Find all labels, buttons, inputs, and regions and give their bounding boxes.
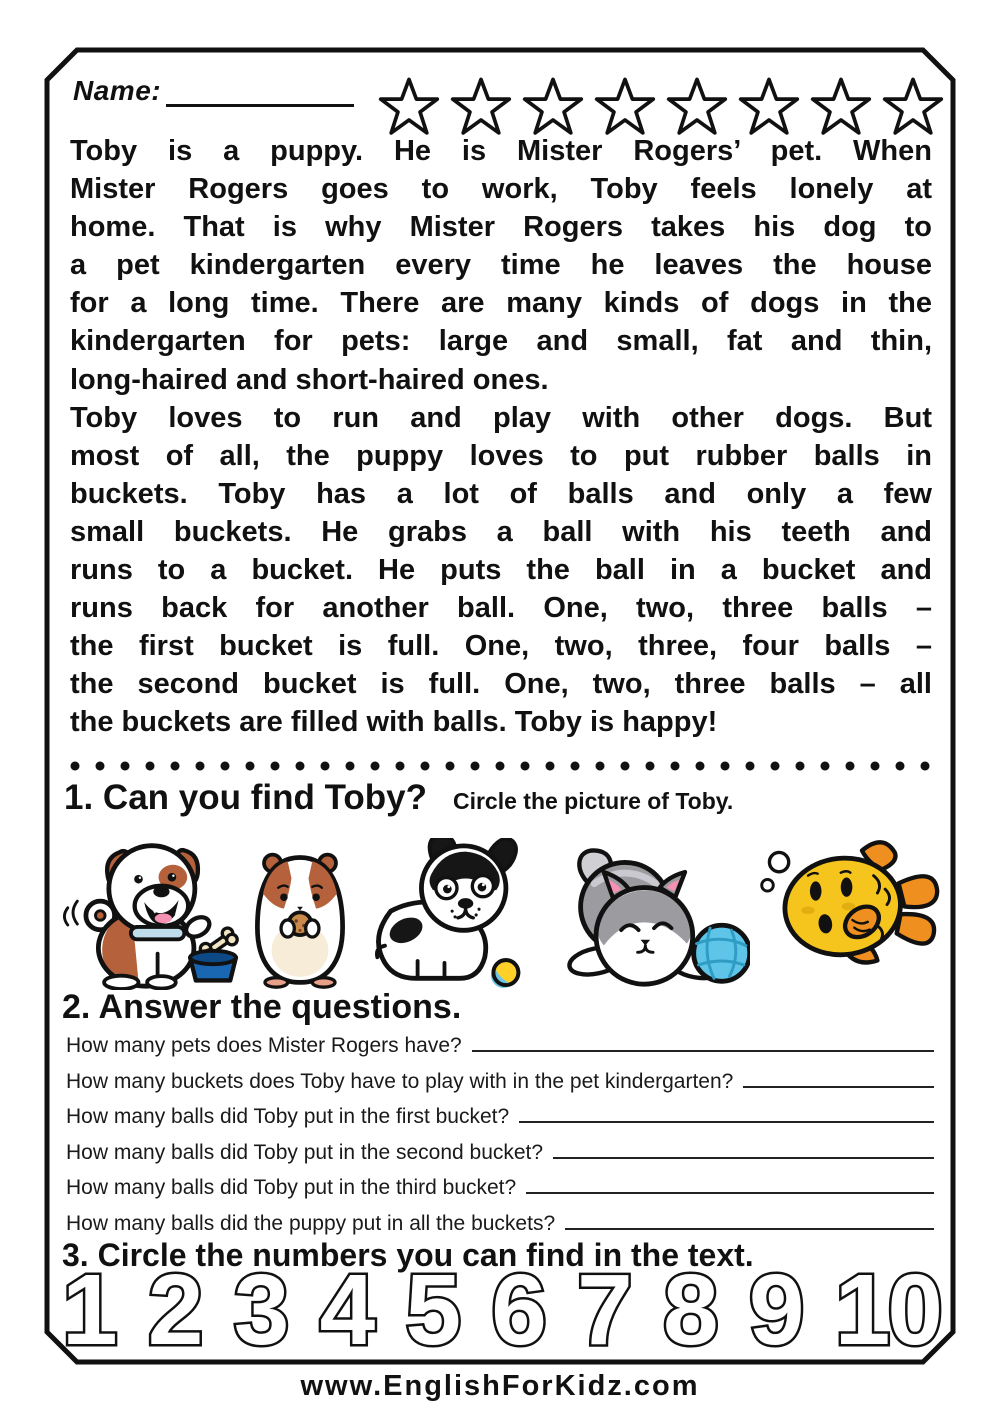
- question-text: How many balls did Toby put in the first bucket?: [66, 1105, 510, 1129]
- passage-line: Toby is a puppy. He is Mister Rogers’ pet. When: [70, 135, 932, 167]
- number-option-2[interactable]: 2: [147, 1254, 201, 1366]
- question-text: How many buckets does Toby have to play with in the pet kindergarten?: [66, 1069, 734, 1093]
- star-icon: [594, 77, 656, 136]
- q2-title: 2. Answer the questions.: [62, 988, 462, 1026]
- passage-line: Toby loves to run and play with other dogs. But: [70, 401, 932, 434]
- star-row: [378, 77, 944, 136]
- passage-line: buckets. Toby has a lot of balls and only a few: [70, 477, 932, 510]
- footer-url: www.EnglishForKidz.com: [300, 1370, 700, 1402]
- question-text: How many balls did Toby put in the third bucket?: [66, 1176, 517, 1200]
- pet-option-puppy[interactable]: [58, 839, 240, 990]
- star-icon: [810, 77, 872, 136]
- answer-blank[interactable]: [565, 1202, 934, 1230]
- question-text: How many pets does Mister Rogers have?: [66, 1034, 462, 1057]
- name-row: [73, 74, 354, 107]
- pet-option-french-bulldog[interactable]: [360, 838, 528, 990]
- star-icon: [882, 77, 944, 136]
- passage-line: the buckets are filled with balls. Toby is happy!: [70, 706, 718, 739]
- star-icon: [450, 77, 512, 136]
- passage-line: kindergarten for pets: large and small, fat and thin,: [70, 325, 932, 358]
- number-option-3[interactable]: 3: [233, 1254, 287, 1366]
- number-option-7[interactable]: 7: [577, 1254, 630, 1366]
- passage-line: runs back for another ball. One, two, three balls –: [70, 592, 932, 625]
- answer-blank[interactable]: [519, 1095, 934, 1123]
- passage-line: long-haired and short-haired ones.: [70, 363, 549, 396]
- name-input-line[interactable]: [166, 74, 354, 107]
- question-row: [66, 1202, 934, 1238]
- question-row: [66, 1095, 934, 1131]
- question-row: [66, 1024, 934, 1060]
- pet-option-guinea-pig[interactable]: [244, 848, 356, 990]
- star-icon: [378, 77, 440, 136]
- question-1-header: [64, 778, 733, 818]
- answer-blank[interactable]: [553, 1131, 934, 1159]
- question-text: How many balls did Toby put in the second bucket?: [66, 1140, 544, 1164]
- star-icon: [666, 77, 728, 136]
- passage-line: the second bucket is full. One, two, three balls – all: [70, 668, 932, 701]
- passage-line: for a long time. There are many kinds of dogs in the: [70, 287, 932, 320]
- passage-line: home. That is why Mister Rogers takes his dog to: [70, 211, 932, 244]
- pet-option-cat[interactable]: [532, 845, 750, 990]
- q1-title: 1. Can you find Toby?: [64, 778, 427, 817]
- number-option-9[interactable]: 9: [748, 1254, 802, 1366]
- passage-line: most of all, the puppy loves to put rubber balls in: [70, 439, 932, 472]
- question-text: How many balls did the puppy put in all the buckets?: [66, 1211, 556, 1235]
- pet-option-goldfish[interactable]: [754, 833, 942, 978]
- question-row: [66, 1060, 934, 1096]
- number-option-6[interactable]: 6: [491, 1254, 544, 1366]
- pet-options-row: [58, 826, 942, 990]
- passage-line: runs to a bucket. He puts the ball in a bucket and: [70, 554, 932, 587]
- question-list: [66, 1024, 934, 1238]
- dotted-divider: [70, 761, 934, 771]
- passage-line: a pet kindergarten every time he leaves the house: [70, 249, 932, 282]
- question-row: [66, 1131, 934, 1167]
- answer-blank[interactable]: [472, 1024, 934, 1052]
- number-option-1[interactable]: 1: [62, 1254, 115, 1366]
- number-option-10[interactable]: 10: [834, 1254, 940, 1366]
- q1-instruction: Circle the picture of Toby.: [452, 788, 734, 814]
- question-row: [66, 1166, 934, 1202]
- reading-passage: [70, 132, 932, 742]
- answer-blank[interactable]: [526, 1166, 934, 1194]
- q3-title: 3. Circle the numbers you can find in the text.: [62, 1237, 754, 1273]
- passage-line: the first bucket is full. One, two, three, four balls –: [70, 630, 932, 663]
- answer-blank[interactable]: [743, 1060, 934, 1088]
- star-icon: [522, 77, 584, 136]
- star-icon: [738, 77, 800, 136]
- passage-line: Mister Rogers goes to work, Toby feels lonely at: [70, 173, 932, 206]
- number-option-5[interactable]: 5: [405, 1254, 459, 1366]
- name-label: Name:: [73, 75, 162, 106]
- number-option-8[interactable]: 8: [663, 1254, 716, 1366]
- passage-line: small buckets. He grabs a ball with his teeth and: [70, 515, 932, 548]
- number-option-4[interactable]: 4: [319, 1254, 373, 1366]
